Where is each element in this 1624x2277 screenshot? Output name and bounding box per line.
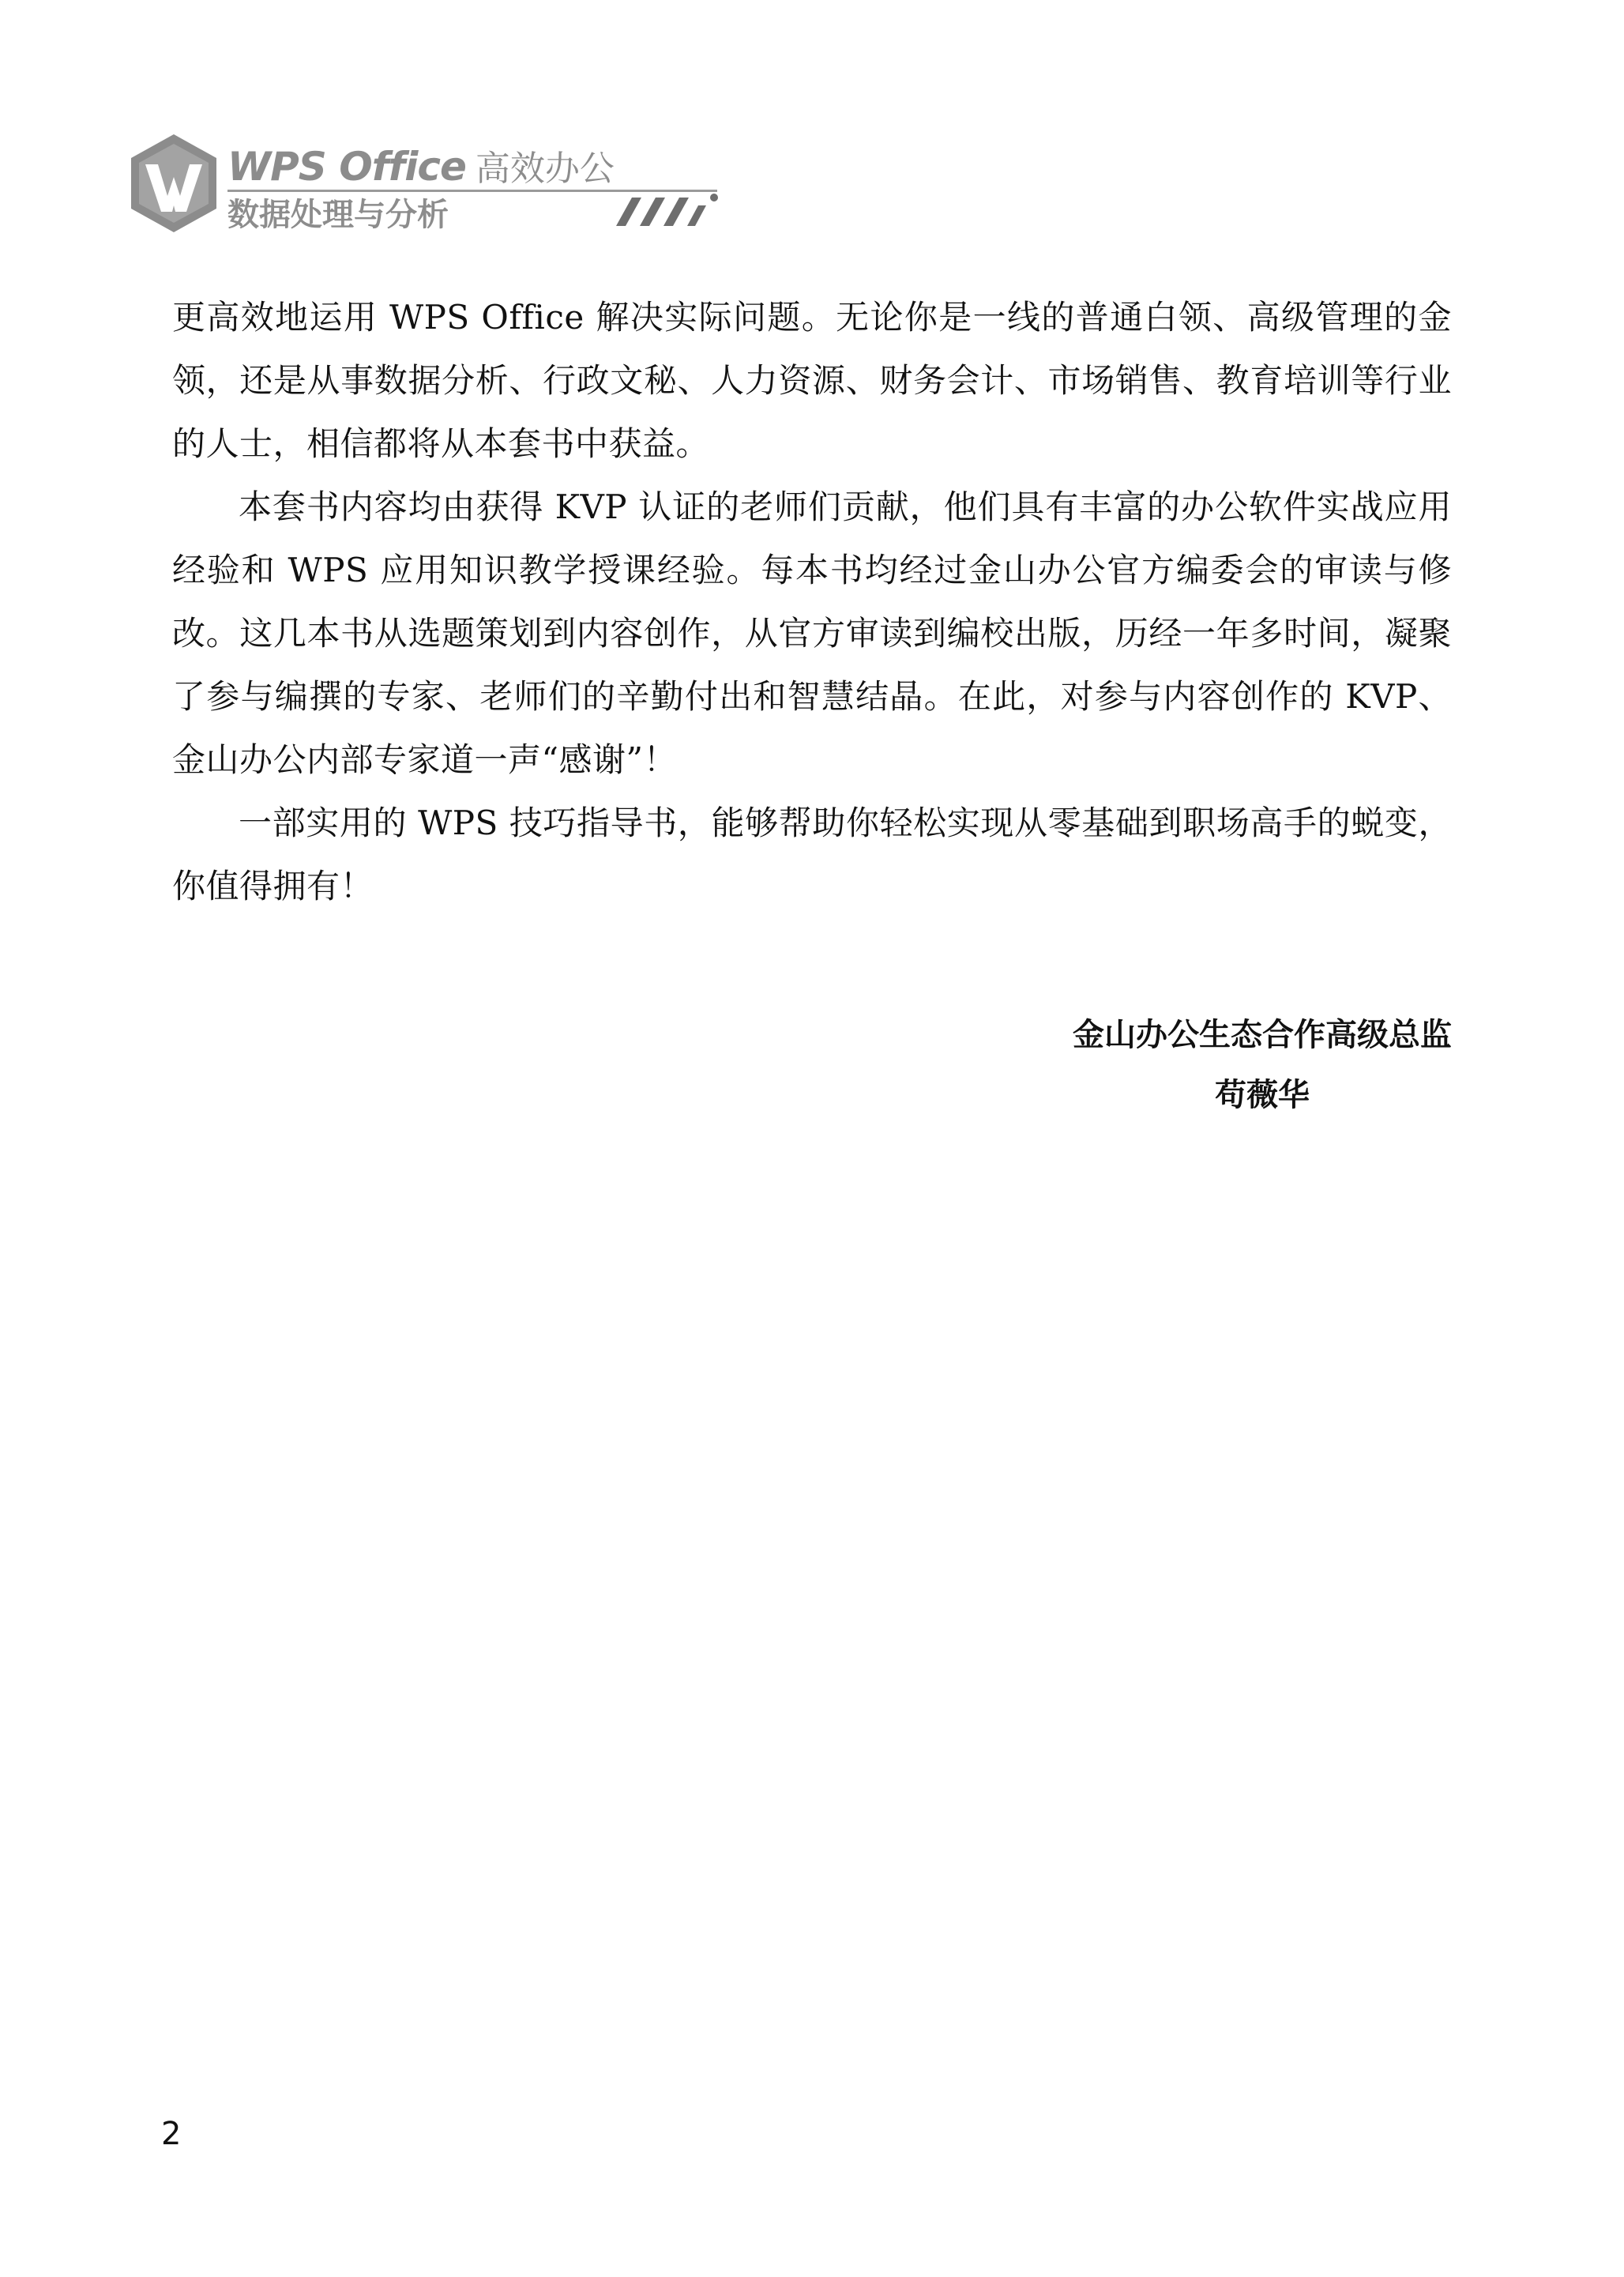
decorative-slashes-icon bbox=[600, 191, 719, 231]
paragraph-3: 一部实用的 WPS 技巧指导书，能够帮助你轻松实现从零基础到职场高手的蜕变，你值得拥有！ bbox=[172, 804, 1452, 905]
page-number: 2 bbox=[161, 2116, 182, 2152]
body-text bbox=[172, 286, 1452, 918]
signature-title: 金山办公生态合作高级总监 bbox=[1073, 1017, 1452, 1053]
wps-w-logo-icon bbox=[126, 133, 221, 234]
series-title: 高效办公 bbox=[475, 149, 615, 189]
page-header bbox=[126, 133, 727, 243]
signature-block bbox=[1073, 1005, 1452, 1125]
paragraph-2: 本套书内容均由获得 KVP 认证的老师们贡献，他们具有丰富的办公软件实战应用经验和 WPS 应用知识教学授课经验。每本书均经过金山办公官方编委会的审读与修改。这几本书从选题策划到内容创作，从官方审读到编校出版，历经一年多时间，凝聚了参与编撰的专家、老师们的辛勤付出和智慧结晶。在此，对参与内容创作的 KVP、金山办公内部专家道一声“感谢”！ bbox=[172, 487, 1452, 779]
signature-name: 苟薇华 bbox=[1215, 1077, 1310, 1113]
brand-name: WPS Office bbox=[227, 144, 466, 190]
book-title: 数据处理与分析 bbox=[227, 197, 449, 233]
paragraph-1: 更高效地运用 WPS Office 解决实际问题。无论你是一线的普通白领、高级管理的金领，还是从事数据分析、行政文秘、人力资源、财务会计、市场销售、教育培训等行业的人士，相信都将从本套书中获益。 bbox=[172, 298, 1452, 463]
brand-title-row bbox=[227, 136, 615, 190]
